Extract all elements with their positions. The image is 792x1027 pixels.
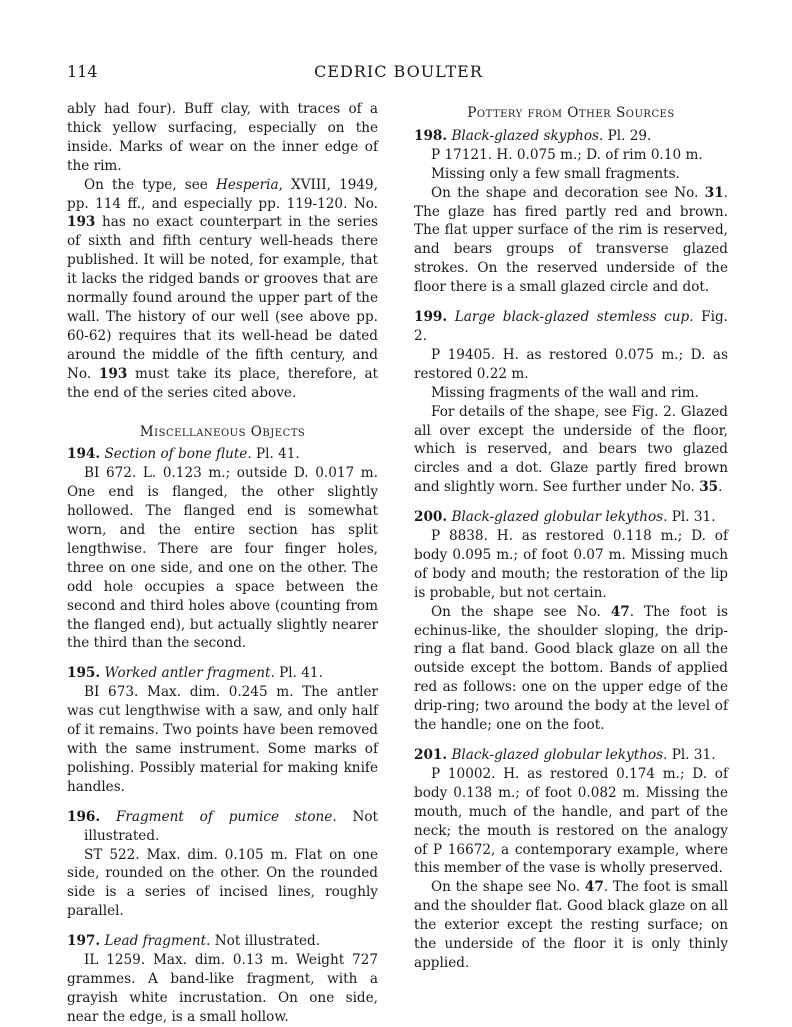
entry-title: Lead fragment xyxy=(104,933,207,950)
entry-title: Large black-glazed stemless cup xyxy=(454,309,690,326)
entry-heading xyxy=(414,308,728,346)
entry-reference: . Pl. 29. xyxy=(598,127,652,144)
entry-heading xyxy=(414,127,728,146)
entry-measurements: P 17121. H. 0.075 m.; D. of rim 0.10 m. xyxy=(431,146,703,163)
entry-condition: Missing fragments of the wall and rim. xyxy=(431,384,699,401)
entry-measurements: P 10002. H. as restored 0.174 m.; D. of body 0.138 m.; of foot 0.082 m. Missing the mouth, much of the handle, and part of the neck; the mouth is restored on the analogy of P 16672, a contemporary example, where this member of the vase is wholly preserved. xyxy=(414,765,728,877)
entry-body: BI 672. L. 0.123 m.; outside D. 0.017 m. One end is flanged, the other slightly hollowed. The flanged end is somewhat worn, and the entire section has split lengthwise. There are four finger holes, three on one side, and one on the other. The odd hole occupies a space between the second and third holes above (counting from the flanged end), but actually slightly nearer the third than the second. xyxy=(67,465,378,652)
entry-heading xyxy=(67,932,378,951)
entry-number: 196. xyxy=(67,808,101,825)
type-discussion-paragraph: On the type, see Hesperia, XVIII, 1949, pp. 114 ff., and especially pp. 119-120. No. 193 has no exact counterpart in the series of sixth and fifth century well-heads there published. It will be noted, for example, that it lacks the ridged bands or grooves that are normally found around the upper part of the wall. The history of our well (see above pp. 60-62) requires that its well-head be dated around the middle of the fifth century, and No. 193 must take its place, therefore, at the end of the series cited above. xyxy=(67,176,379,401)
entry-number: 198. xyxy=(414,127,448,144)
entry-measurements: P 19405. H. as restored 0.075 m.; D. as restored 0.22 m. xyxy=(414,346,728,382)
entry-number: 199. xyxy=(414,309,448,326)
entry-body: IL 1259. Max. dim. 0.13 m. Weight 727 grammes. A band-like fragment, with a grayish white incrustation. On one side, near the edge, is a small hollow. xyxy=(67,952,378,1025)
entry-reference: . Pl. 31. xyxy=(663,509,716,526)
catalogue-entry-198 xyxy=(414,127,728,297)
entry-title: Black-glazed globular lekythos xyxy=(451,509,664,526)
catalogue-entry-195 xyxy=(67,664,378,796)
cross-ref-number: 35 xyxy=(699,479,719,496)
right-column xyxy=(414,100,728,973)
entry-title: Fragment of pumice stone xyxy=(115,808,333,825)
running-head: CEDRIC BOULTER xyxy=(314,62,483,81)
entry-reference: . Not illustrated. xyxy=(206,933,321,950)
cross-ref-number: 31 xyxy=(704,184,724,201)
catalogue-entry-200 xyxy=(414,508,728,735)
journal-title: Hesperia xyxy=(215,176,279,193)
cross-ref-number: 193 xyxy=(98,365,128,382)
entry-title: Black-glazed globular lekythos xyxy=(451,747,664,763)
catalogue-entry-199 xyxy=(414,308,728,497)
entry-heading xyxy=(67,808,378,846)
entry-reference: . Pl. 41. xyxy=(270,665,323,682)
section-heading-other-sources: Pottery from Other Sources xyxy=(467,105,675,121)
entry-heading xyxy=(67,445,378,464)
entry-number: 197. xyxy=(67,933,101,950)
entry-reference: . Pl. 31. xyxy=(663,747,716,763)
catalogue-entry-196 xyxy=(67,808,378,921)
entry-title: Black-glazed skyphos xyxy=(451,127,599,144)
entry-heading xyxy=(414,746,728,765)
entry-number: 194. xyxy=(67,446,101,463)
cross-ref-number: 47 xyxy=(584,879,604,896)
entry-body: On the shape see No. 47. The foot is small and the shoulder flat. Good black glaze on all the exterior except the resting surface; on the underside of the floor it is only thinly applied. xyxy=(414,879,729,971)
cross-ref-number: 47 xyxy=(610,603,630,620)
entry-number: 195. xyxy=(67,665,101,682)
continued-paragraph: ably had four). Buff clay, with traces of a thick yellow surfacing, especially on the inside. Marks of wear on the inner edge of the rim. xyxy=(67,101,378,174)
entry-heading xyxy=(67,664,378,683)
entry-body: ST 522. Max. dim. 0.105 m. Flat on one side, rounded on the other. On the rounded side is a series of incised lines, roughly parallel. xyxy=(67,846,378,920)
catalogue-entry-201 xyxy=(414,746,728,973)
section-heading-miscellaneous: Miscellaneous Objects xyxy=(139,423,306,440)
left-column xyxy=(67,100,378,1027)
entry-body: For details of the shape, see Fig. 2. Glazed all over except the underside of the floor, which is reserved, and bears two glazed circles and a dot. Glaze partly fired brown and slightly worn. See further under No. 35. xyxy=(414,403,728,496)
page-number: 114 xyxy=(67,62,98,81)
entry-body: BI 673. Max. dim. 0.245 m. The antler was cut lengthwise with a saw, and only half of it remains. Two points have been removed with the same instrument. Some marks of polishing. Possibly material for making knife handles. xyxy=(67,684,378,795)
entry-number: 201. xyxy=(414,747,448,763)
page-header xyxy=(67,62,730,86)
cross-ref-number: 193 xyxy=(67,214,96,231)
catalogue-entry-197 xyxy=(67,932,378,1027)
entry-condition: Missing only a few small fragments. xyxy=(431,165,680,182)
entry-body: On the shape see No. 47. The foot is echinus-like, the shoulder sloping, the drip-ring a flat band. Good black glaze on all the outside except the bottom. Bands of applied red as follows: one on the upper edge of the drip-ring; two around the body at the level of the handle; one on the foot. xyxy=(414,603,729,734)
entry-reference: . Fig. 2. xyxy=(414,309,728,344)
entry-body: On the shape and decoration see No. 31. The glaze has fired partly red and brown. The flat upper surface of the rim is reserved, and bears groups of transverse glazed strokes. On the reserved underside of the floor there is a small glazed circle and dot. xyxy=(414,184,728,296)
entry-title: Section of bone flute xyxy=(104,446,248,463)
catalogue-entry-194 xyxy=(67,445,378,653)
entry-reference: . Not illustrated. xyxy=(84,808,379,844)
entry-title: Worked antler fragment xyxy=(104,665,271,682)
entry-heading xyxy=(414,508,728,527)
entry-number: 200. xyxy=(414,509,448,526)
entry-measurements: P 8838. H. as restored 0.118 m.; D. of body 0.095 m.; of foot 0.07 m. Missing much of body and mouth; the restoration of the lip is probable, but not certain. xyxy=(414,528,728,601)
entry-reference: . Pl. 41. xyxy=(247,446,300,463)
